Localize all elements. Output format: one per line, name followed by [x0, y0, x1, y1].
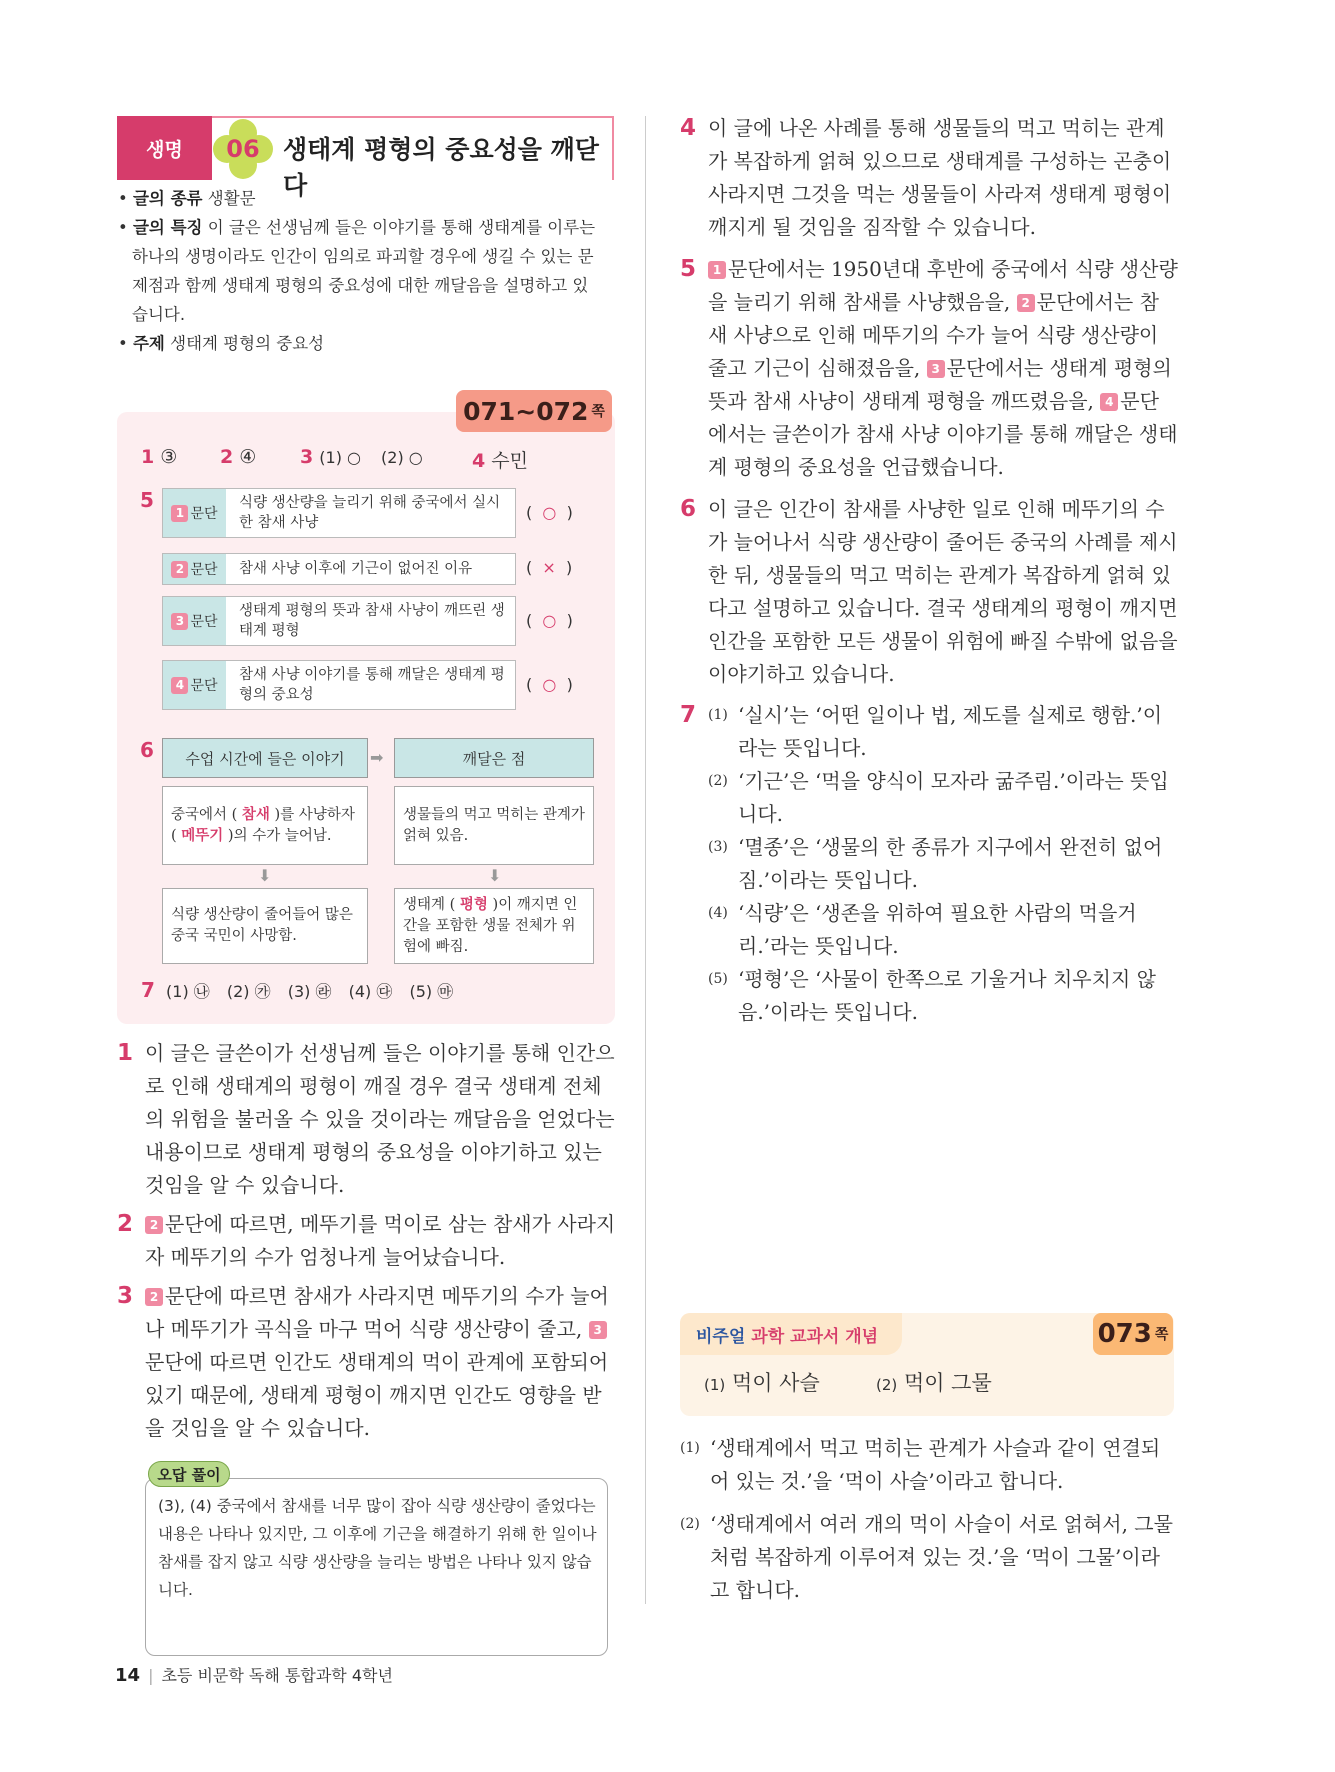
paragraph-row — [162, 488, 516, 538]
meta-feature-line: 제점과 함께 생태계 평형의 중요성에 대한 깨달음을 설명하고 있 — [132, 276, 589, 295]
paragraph-badge: 4 — [1100, 393, 1118, 411]
paragraph-badge: 2 — [171, 561, 188, 578]
visual-page: 073 — [1097, 1319, 1152, 1349]
sub-number: (5) — [708, 971, 728, 987]
paragraph-badge: 3 — [171, 613, 188, 630]
explanation-2 — [117, 1208, 617, 1274]
answer-4: 수민 — [491, 450, 528, 472]
realization-box-1: 생물들의 먹고 먹히는 관계가 얽혀 있음. — [394, 786, 594, 865]
answer-1-number: 1 — [141, 446, 155, 468]
story-box-2: 식량 생산량이 줄어들어 많은 중국 국민이 사망함. — [162, 888, 368, 964]
paren-open: ( — [526, 675, 533, 694]
answer-page-unit: 쪽 — [591, 404, 605, 420]
answer-5-number: 5 — [140, 488, 154, 512]
text-part: )이 깨지면 인간을 포함한 생물 전체가 위험에 빠짐. — [403, 896, 578, 955]
meta-type-label: 글의 종류 — [132, 189, 203, 208]
paren-open: ( — [526, 558, 533, 577]
ox-mark — [526, 611, 573, 630]
explanation-number: 1 — [117, 1040, 134, 1066]
explanation-text: 문단에서는 1950년대 후반에 중국에서 식량 생산량을 늘리기 위해 참새를 사냥했음을, — [708, 257, 1178, 314]
meta-feature-line: 습니다. — [132, 305, 186, 324]
answer-2-wrap — [220, 446, 256, 468]
meta-feature-label: 글의 특징 — [132, 218, 203, 237]
visual-explanation-1 — [680, 1432, 1178, 1498]
paragraph-badge: 2 — [145, 1288, 163, 1306]
arrow-down-icon: ⬇ — [258, 866, 272, 885]
visual-answer-text: 먹이 그물 — [903, 1371, 992, 1395]
mark: ○ — [542, 675, 557, 694]
paragraph-badge: 3 — [927, 360, 945, 378]
answer-2: ④ — [239, 446, 257, 468]
paragraph-row — [162, 660, 516, 710]
paren-close: ) — [566, 675, 573, 694]
paren-open: ( — [526, 503, 533, 522]
visual-tag-b: 과학 교과서 개념 — [751, 1326, 879, 1347]
meta-theme-label: 주제 — [132, 334, 165, 353]
text-part: 생태계 ( — [403, 896, 456, 913]
explanation-text: 이 글은 인간이 참새를 사냥한 일로 인해 메뚜기의 수가 늘어나서 식량 생산량이 줄어든 중국의 사례를 제시한 뒤, 생물들의 먹고 먹히는 관계가 복잡하게 얽혀 있다고 설명하고 있습니다. 결국 생태계의 평형이 깨지면 인간을 포함한 모든 생물이 위험에 빠질 수밖에 없음을 이야기하고 있습니다. — [708, 497, 1178, 686]
visual-page-tag — [1093, 1313, 1173, 1355]
ox-mark — [526, 675, 573, 694]
visual-answer-2 — [876, 1367, 992, 1397]
explanation-1 — [117, 1037, 617, 1202]
realization-box-2 — [394, 888, 594, 964]
paragraph-badge: 2 — [145, 1216, 163, 1234]
definition-text: ‘실시’는 ‘어떤 일이나 법, 제도를 실제로 행함.’이라는 뜻입니다. — [738, 703, 1163, 760]
explanation-number: 7 — [680, 702, 697, 728]
paragraph-word: 문단 — [190, 614, 218, 630]
explanation-3 — [117, 1280, 617, 1445]
paragraph-summary: 참새 사냥 이후에 기근이 없어진 이유 — [239, 561, 473, 577]
story-box-1 — [162, 786, 368, 865]
answer-blank: 참새 — [241, 806, 270, 823]
visual-explanation-text: ‘생태계에서 여러 개의 먹이 사슬이 서로 얽혀서, 그물처럼 복잡하게 이루어져 있는 것.’을 ‘먹이 그물’이라고 합니다. — [710, 1512, 1173, 1602]
definition-text: ‘멸종’은 ‘생물의 한 종류가 지구에서 완전히 없어짐.’이라는 뜻입니다. — [738, 835, 1163, 892]
paren-open: ( — [526, 611, 533, 630]
mark: × — [542, 558, 556, 577]
explanation-text: 이 글은 글쓴이가 선생님께 들은 이야기를 통해 인간으로 인해 생태계의 평형이 깨질 경우 결국 생태계 전체의 위험을 불러올 수 있을 것이라는 깨달음을 얻었다는 내용이므로 생태계 평형의 중요성을 이야기하고 있는 것임을 알 수 있습니다. — [145, 1041, 615, 1197]
paragraph-summary: 식량 생산량을 늘리기 위해 중국에서 실시한 참새 사냥 — [239, 495, 501, 531]
answer-7-number: 7 — [141, 978, 155, 1002]
sub-number: (2) — [680, 1516, 700, 1532]
sub-number: (1) — [708, 707, 728, 723]
explanation-6 — [680, 493, 1178, 691]
answer-6-number: 6 — [140, 738, 154, 762]
paren-close: ) — [566, 558, 573, 577]
ox-mark — [526, 558, 572, 577]
explanation-text: 문단에서는 참새 사냥으로 인해 메뚜기의 수가 늘어 식량 생산량이 줄고 기근이 심해졌음을, — [708, 290, 1159, 380]
sub-number: (1) — [704, 1376, 726, 1394]
sub-number: (2) — [708, 773, 728, 789]
answer-blank: 평형 — [459, 896, 488, 913]
wrong-answer-text: (3), (4) 중국에서 참새를 너무 많이 잡아 식량 생산량이 줄었다는 내용은 나타나 있지만, 그 이후에 기근을 해결하기 위해 한 일이나 참새를 잡지 않고 식량 생산량을 늘리는 방법은 나타나 있지 않습니다. — [158, 1497, 597, 1599]
mark: ○ — [542, 503, 557, 522]
explanation-5 — [680, 253, 1178, 484]
explanation-text: 문단에 따르면 참새가 사라지면 메뚜기의 수가 늘어나 메뚜기가 곡식을 마구 먹어 식량 생산량이 줄고, — [145, 1284, 609, 1341]
explanation-number: 5 — [680, 256, 697, 282]
visual-explanation-2 — [680, 1508, 1178, 1607]
explanation-7 — [680, 699, 1178, 1029]
visual-page-unit: 쪽 — [1154, 1327, 1169, 1343]
meta-feature-line: 이 글은 선생님께 들은 이야기를 통해 생태계를 이루는 — [207, 218, 596, 237]
realization-header: 깨달은 점 — [394, 738, 594, 778]
paragraph-row — [162, 553, 516, 585]
visual-concept-tag — [680, 1313, 902, 1355]
paren-close: ) — [566, 503, 573, 522]
answer-3-1: (1) ○ — [319, 448, 361, 467]
arrow-right-icon: ➡ — [370, 748, 384, 767]
meta-theme: • 주제 생태계 평형의 중요성 — [118, 334, 325, 353]
answer-4-number: 4 — [472, 450, 486, 472]
wrong-answer-tag: 오답 풀이 — [148, 1461, 230, 1487]
answer-blank: 메뚜기 — [181, 827, 224, 844]
explanation-number: 3 — [117, 1283, 134, 1309]
arrow-down-icon: ⬇ — [488, 866, 502, 885]
lesson-number: 06 — [226, 135, 260, 163]
mark: ○ — [542, 611, 557, 630]
footer-separator: | — [148, 1666, 154, 1685]
answer-7-item: (5) ㉲ — [409, 982, 454, 1001]
story-header: 수업 시간에 들은 이야기 — [162, 738, 368, 778]
definition-text: ‘평형’은 ‘사물이 한쪽으로 기울거나 치우치지 않음.’이라는 뜻입니다. — [738, 967, 1156, 1024]
answer-3-wrap — [300, 446, 423, 468]
meta-feature-line: 하나의 생명이라도 인간이 임의로 파괴할 경우에 생길 수 있는 문 — [132, 247, 594, 266]
paragraph-label — [163, 661, 226, 709]
paragraph-summary: 참새 사냥 이야기를 통해 깨달은 생태계 평형의 중요성 — [239, 667, 505, 703]
answer-2-number: 2 — [220, 446, 234, 468]
explanation-text: 이 글에 나온 사례를 통해 생물들의 먹고 먹히는 관계가 복잡하게 얽혀 있으므로 생태계를 구성하는 곤충이 사라지면 그것을 먹는 생물들이 사라져 생태계 평형이 깨지게 될 것임을 짐작할 수 있습니다. — [708, 116, 1172, 239]
definition-text: ‘식량’은 ‘생존을 위하여 필요한 사람의 먹을거리.’라는 뜻입니다. — [738, 901, 1137, 958]
paragraph-badge: 4 — [171, 677, 188, 694]
visual-answer-text: 먹이 사슬 — [731, 1371, 820, 1395]
explanation-text: 문단에 따르면, 메뚜기를 먹이로 삼는 참새가 사라지자 메뚜기의 수가 엄청나게 늘어났습니다. — [145, 1212, 616, 1269]
answer-page-range: 071~072 — [463, 396, 589, 426]
text-part: )를 사냥하자 ( — [171, 806, 355, 844]
answer-row-1-4 — [141, 446, 177, 468]
paragraph-word: 문단 — [190, 562, 218, 578]
paragraph-word: 문단 — [190, 506, 218, 522]
paragraph-summary: 생태계 평형의 뜻과 참새 사냥이 깨뜨린 생태계 평형 — [239, 603, 505, 639]
subject-tag: 생명 — [117, 116, 212, 180]
paragraph-word: 문단 — [190, 678, 218, 694]
paragraph-label — [163, 597, 226, 645]
meta-feature: • 글의 특징 이 글은 선생님께 들은 이야기를 통해 생태계를 이루는 하나의 생명이라도 인간이 임의로 파괴할 경우에 생길 수 있는 문 제점과 함께 생태계 평형의 중요성에 대한 깨달음을 설명하고 있 습니다. — [118, 213, 618, 329]
paragraph-row — [162, 596, 516, 646]
answer-7 — [141, 978, 453, 1002]
text-part: )의 수가 늘어남. — [227, 827, 332, 844]
answer-1: ③ — [160, 446, 178, 468]
page-number: 14 — [115, 1665, 141, 1686]
explanation-text: 문단에서는 생태계 평형의 뜻과 참새 사냥이 생태계 평형을 깨뜨렸음을, — [708, 356, 1172, 413]
answer-7-item: (2) ㉮ — [226, 982, 271, 1001]
explanation-text: 문단에서는 글쓴이가 참새 사냥 이야기를 통해 깨달은 생태계 평형의 중요성을 언급했습니다. — [708, 389, 1178, 479]
meta-type-value: 생활문 — [207, 189, 256, 208]
answer-4-wrap — [472, 446, 528, 473]
answer-7-item: (3) ㉱ — [287, 982, 332, 1001]
visual-explanation-text: ‘생태계에서 먹고 먹히는 관계가 사슬과 같이 연결되어 있는 것.’을 ‘먹이 사슬’이라고 합니다. — [710, 1436, 1161, 1493]
meta-type: • 글의 종류 생활문 — [118, 189, 256, 208]
sub-number: (1) — [680, 1440, 700, 1456]
paren-close: ) — [566, 611, 573, 630]
paragraph-badge: 2 — [1017, 294, 1035, 312]
visual-tag-a: 비주얼 — [696, 1326, 746, 1347]
sub-number: (2) — [876, 1376, 898, 1394]
answer-page-tag — [456, 390, 612, 432]
column-divider — [645, 116, 646, 1604]
meta-theme-value: 생태계 평형의 중요성 — [170, 334, 325, 353]
answer-3-2: (2) ○ — [381, 448, 423, 467]
paragraph-badge: 1 — [708, 261, 726, 279]
explanation-number: 6 — [680, 496, 697, 522]
explanation-number: 4 — [680, 115, 697, 141]
page-footer — [115, 1663, 393, 1686]
paragraph-label — [163, 554, 226, 584]
paragraph-badge: 1 — [171, 505, 188, 522]
page-title: 생태계 평형의 중요성을 깨닫다 — [283, 135, 599, 200]
visual-answer-1 — [704, 1367, 820, 1397]
paragraph-badge: 3 — [589, 1321, 607, 1339]
answer-7-item: (4) ㉰ — [348, 982, 393, 1001]
definition-text: ‘기근’은 ‘먹을 양식이 모자라 굶주림.’이라는 뜻입니다. — [738, 769, 1169, 826]
answer-3-number: 3 — [300, 446, 314, 468]
ox-mark — [526, 503, 573, 522]
explanation-number: 2 — [117, 1211, 134, 1237]
explanation-4 — [680, 112, 1178, 244]
text-part: 중국에서 ( — [171, 806, 238, 823]
sub-number: (3) — [708, 839, 728, 855]
book-title: 초등 비문학 독해 통합과학 4학년 — [161, 1666, 393, 1685]
answer-7-item: (1) ㉯ — [166, 982, 210, 1001]
paragraph-label — [163, 489, 226, 537]
explanation-text: 문단에 따르면 인간도 생태계의 먹이 관계에 포함되어 있기 때문에, 생태계 평형이 깨지면 인간도 영향을 받을 것임을 알 수 있습니다. — [145, 1350, 609, 1440]
sub-number: (4) — [708, 905, 728, 921]
